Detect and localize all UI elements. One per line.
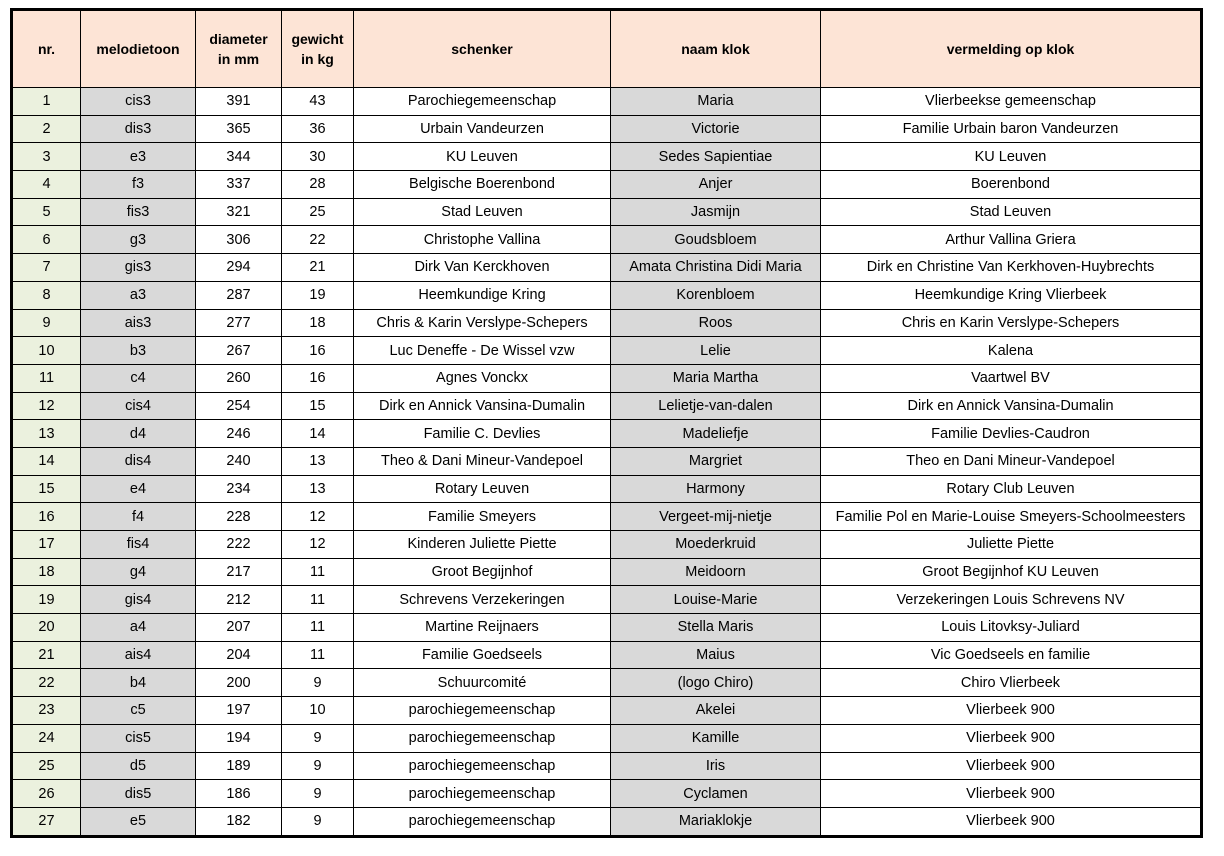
cell-nr: 5 — [12, 198, 81, 226]
cell-gewicht: 18 — [282, 309, 354, 337]
cell-diameter: 197 — [196, 697, 282, 725]
cell-diameter: 204 — [196, 641, 282, 669]
cell-schenker: Kinderen Juliette Piette — [354, 531, 611, 559]
cell-schenker: Familie C. Devlies — [354, 420, 611, 448]
cell-naam-klok: Moederkruid — [611, 531, 821, 559]
cell-vermelding: Dirk en Christine Van Kerkhoven-Huybrechts — [821, 254, 1202, 282]
cell-vermelding: Vlierbeekse gemeenschap — [821, 88, 1202, 116]
cell-nr: 27 — [12, 807, 81, 836]
cell-melodietoon: cis5 — [81, 724, 196, 752]
cell-nr: 23 — [12, 697, 81, 725]
cell-vermelding: Vlierbeek 900 — [821, 780, 1202, 808]
cell-naam-klok: Korenbloem — [611, 281, 821, 309]
table-row — [12, 475, 1202, 503]
cell-vermelding: Vaartwel BV — [821, 364, 1202, 392]
cell-vermelding: Familie Urbain baron Vandeurzen — [821, 115, 1202, 143]
table-row — [12, 198, 1202, 226]
cell-schenker: parochiegemeenschap — [354, 807, 611, 836]
cell-melodietoon: fis3 — [81, 198, 196, 226]
cell-vermelding: Juliette Piette — [821, 531, 1202, 559]
cell-vermelding: Heemkundige Kring Vlierbeek — [821, 281, 1202, 309]
cell-schenker: Dirk Van Kerckhoven — [354, 254, 611, 282]
cell-vermelding: Verzekeringen Louis Schrevens NV — [821, 586, 1202, 614]
table-row — [12, 337, 1202, 365]
cell-diameter: 306 — [196, 226, 282, 254]
cell-diameter: 337 — [196, 171, 282, 199]
cell-naam-klok: Margriet — [611, 447, 821, 475]
cell-diameter: 254 — [196, 392, 282, 420]
header-diameter-line1: diameter — [209, 31, 268, 47]
cell-naam-klok: (logo Chiro) — [611, 669, 821, 697]
table-row — [12, 420, 1202, 448]
cell-gewicht: 19 — [282, 281, 354, 309]
cell-diameter: 194 — [196, 724, 282, 752]
cell-vermelding: Arthur Vallina Griera — [821, 226, 1202, 254]
cell-vermelding: Vlierbeek 900 — [821, 807, 1202, 836]
table-row — [12, 254, 1202, 282]
cell-vermelding: Kalena — [821, 337, 1202, 365]
cell-diameter: 287 — [196, 281, 282, 309]
cell-diameter: 277 — [196, 309, 282, 337]
table-row — [12, 309, 1202, 337]
cell-vermelding: Chiro Vlierbeek — [821, 669, 1202, 697]
cell-vermelding: Vlierbeek 900 — [821, 697, 1202, 725]
cell-naam-klok: Iris — [611, 752, 821, 780]
cell-nr: 7 — [12, 254, 81, 282]
cell-gewicht: 28 — [282, 171, 354, 199]
cell-naam-klok: Amata Christina Didi Maria — [611, 254, 821, 282]
cell-schenker: Heemkundige Kring — [354, 281, 611, 309]
table-row — [12, 724, 1202, 752]
header-gewicht — [282, 10, 354, 88]
cell-nr: 19 — [12, 586, 81, 614]
cell-gewicht: 11 — [282, 586, 354, 614]
cell-schenker: Martine Reijnaers — [354, 614, 611, 642]
cell-naam-klok: Lelie — [611, 337, 821, 365]
cell-gewicht: 10 — [282, 697, 354, 725]
bells-table — [10, 8, 1203, 838]
cell-melodietoon: g4 — [81, 558, 196, 586]
cell-nr: 24 — [12, 724, 81, 752]
cell-schenker: KU Leuven — [354, 143, 611, 171]
cell-schenker: Belgische Boerenbond — [354, 171, 611, 199]
cell-nr: 4 — [12, 171, 81, 199]
cell-nr: 8 — [12, 281, 81, 309]
cell-naam-klok: Maria Martha — [611, 364, 821, 392]
cell-nr: 3 — [12, 143, 81, 171]
cell-vermelding: Boerenbond — [821, 171, 1202, 199]
cell-gewicht: 16 — [282, 337, 354, 365]
cell-vermelding: Groot Begijnhof KU Leuven — [821, 558, 1202, 586]
cell-melodietoon: c4 — [81, 364, 196, 392]
header-nr: nr. — [12, 10, 81, 88]
cell-diameter: 222 — [196, 531, 282, 559]
cell-melodietoon: cis3 — [81, 88, 196, 116]
cell-schenker: parochiegemeenschap — [354, 724, 611, 752]
table-row — [12, 281, 1202, 309]
header-row — [12, 10, 1202, 88]
cell-gewicht: 9 — [282, 669, 354, 697]
cell-naam-klok: Goudsbloem — [611, 226, 821, 254]
cell-naam-klok: Madeliefje — [611, 420, 821, 448]
header-gewicht-line1: gewicht — [291, 31, 344, 47]
header-vermelding: vermelding op klok — [821, 10, 1202, 88]
cell-schenker: parochiegemeenschap — [354, 780, 611, 808]
bells-table-container — [10, 8, 1200, 838]
cell-diameter: 189 — [196, 752, 282, 780]
cell-melodietoon: gis3 — [81, 254, 196, 282]
table-row — [12, 807, 1202, 836]
cell-diameter: 186 — [196, 780, 282, 808]
cell-nr: 1 — [12, 88, 81, 116]
cell-diameter: 182 — [196, 807, 282, 836]
table-row — [12, 143, 1202, 171]
cell-gewicht: 14 — [282, 420, 354, 448]
cell-naam-klok: Akelei — [611, 697, 821, 725]
table-row — [12, 392, 1202, 420]
cell-diameter: 212 — [196, 586, 282, 614]
cell-melodietoon: d5 — [81, 752, 196, 780]
cell-melodietoon: dis4 — [81, 447, 196, 475]
cell-gewicht: 9 — [282, 780, 354, 808]
cell-gewicht: 13 — [282, 475, 354, 503]
cell-diameter: 365 — [196, 115, 282, 143]
cell-gewicht: 16 — [282, 364, 354, 392]
table-body — [12, 88, 1202, 837]
table-row — [12, 752, 1202, 780]
cell-diameter: 207 — [196, 614, 282, 642]
cell-schenker: Groot Begijnhof — [354, 558, 611, 586]
cell-gewicht: 11 — [282, 614, 354, 642]
cell-naam-klok: Victorie — [611, 115, 821, 143]
cell-melodietoon: dis3 — [81, 115, 196, 143]
table-row — [12, 503, 1202, 531]
cell-nr: 2 — [12, 115, 81, 143]
cell-nr: 16 — [12, 503, 81, 531]
cell-melodietoon: a3 — [81, 281, 196, 309]
cell-nr: 14 — [12, 447, 81, 475]
cell-melodietoon: d4 — [81, 420, 196, 448]
cell-naam-klok: Vergeet-mij-nietje — [611, 503, 821, 531]
cell-diameter: 267 — [196, 337, 282, 365]
header-melodietoon: melodietoon — [81, 10, 196, 88]
table-row — [12, 115, 1202, 143]
cell-melodietoon: gis4 — [81, 586, 196, 614]
cell-schenker: Chris & Karin Verslype-Schepers — [354, 309, 611, 337]
cell-vermelding: KU Leuven — [821, 143, 1202, 171]
cell-schenker: Familie Goedseels — [354, 641, 611, 669]
cell-diameter: 200 — [196, 669, 282, 697]
cell-diameter: 321 — [196, 198, 282, 226]
cell-vermelding: Dirk en Annick Vansina-Dumalin — [821, 392, 1202, 420]
cell-naam-klok: Kamille — [611, 724, 821, 752]
cell-schenker: Stad Leuven — [354, 198, 611, 226]
cell-melodietoon: f3 — [81, 171, 196, 199]
cell-schenker: Luc Deneffe - De Wissel vzw — [354, 337, 611, 365]
cell-gewicht: 15 — [282, 392, 354, 420]
cell-nr: 13 — [12, 420, 81, 448]
cell-melodietoon: b3 — [81, 337, 196, 365]
table-row — [12, 641, 1202, 669]
table-row — [12, 88, 1202, 116]
cell-naam-klok: Anjer — [611, 171, 821, 199]
table-row — [12, 226, 1202, 254]
cell-melodietoon: fis4 — [81, 531, 196, 559]
table-row — [12, 614, 1202, 642]
cell-melodietoon: b4 — [81, 669, 196, 697]
cell-vermelding: Louis Litovksy-Juliard — [821, 614, 1202, 642]
cell-vermelding: Theo en Dani Mineur-Vandepoel — [821, 447, 1202, 475]
cell-melodietoon: ais3 — [81, 309, 196, 337]
cell-schenker: Familie Smeyers — [354, 503, 611, 531]
header-naam-klok: naam klok — [611, 10, 821, 88]
cell-naam-klok: Maius — [611, 641, 821, 669]
cell-nr: 21 — [12, 641, 81, 669]
cell-gewicht: 43 — [282, 88, 354, 116]
table-row — [12, 586, 1202, 614]
cell-melodietoon: g3 — [81, 226, 196, 254]
cell-naam-klok: Lelietje-van-dalen — [611, 392, 821, 420]
cell-nr: 6 — [12, 226, 81, 254]
cell-nr: 12 — [12, 392, 81, 420]
cell-nr: 15 — [12, 475, 81, 503]
cell-gewicht: 11 — [282, 558, 354, 586]
cell-diameter: 246 — [196, 420, 282, 448]
cell-diameter: 228 — [196, 503, 282, 531]
cell-melodietoon: f4 — [81, 503, 196, 531]
cell-diameter: 260 — [196, 364, 282, 392]
cell-vermelding: Familie Devlies-Caudron — [821, 420, 1202, 448]
cell-gewicht: 21 — [282, 254, 354, 282]
cell-diameter: 240 — [196, 447, 282, 475]
cell-nr: 25 — [12, 752, 81, 780]
cell-vermelding: Familie Pol en Marie-Louise Smeyers-Schoolmeesters — [821, 503, 1202, 531]
cell-vermelding: Chris en Karin Verslype-Schepers — [821, 309, 1202, 337]
cell-schenker: parochiegemeenschap — [354, 697, 611, 725]
cell-naam-klok: Maria — [611, 88, 821, 116]
cell-naam-klok: Sedes Sapientiae — [611, 143, 821, 171]
table-row — [12, 531, 1202, 559]
cell-schenker: Schrevens Verzekeringen — [354, 586, 611, 614]
table-row — [12, 780, 1202, 808]
cell-melodietoon: a4 — [81, 614, 196, 642]
cell-naam-klok: Mariaklokje — [611, 807, 821, 836]
cell-gewicht: 13 — [282, 447, 354, 475]
cell-vermelding: Rotary Club Leuven — [821, 475, 1202, 503]
cell-nr: 20 — [12, 614, 81, 642]
header-diameter-line2: in mm — [217, 51, 260, 67]
table-row — [12, 447, 1202, 475]
cell-melodietoon: e3 — [81, 143, 196, 171]
cell-naam-klok: Jasmijn — [611, 198, 821, 226]
cell-gewicht: 36 — [282, 115, 354, 143]
cell-diameter: 391 — [196, 88, 282, 116]
cell-nr: 9 — [12, 309, 81, 337]
cell-nr: 11 — [12, 364, 81, 392]
cell-gewicht: 9 — [282, 807, 354, 836]
cell-melodietoon: dis5 — [81, 780, 196, 808]
cell-nr: 26 — [12, 780, 81, 808]
cell-schenker: Parochiegemeenschap — [354, 88, 611, 116]
cell-melodietoon: cis4 — [81, 392, 196, 420]
cell-gewicht: 12 — [282, 531, 354, 559]
cell-diameter: 217 — [196, 558, 282, 586]
cell-nr: 17 — [12, 531, 81, 559]
cell-schenker: Schuurcomité — [354, 669, 611, 697]
cell-schenker: parochiegemeenschap — [354, 752, 611, 780]
cell-schenker: Rotary Leuven — [354, 475, 611, 503]
cell-vermelding: Vlierbeek 900 — [821, 724, 1202, 752]
cell-schenker: Dirk en Annick Vansina-Dumalin — [354, 392, 611, 420]
table-row — [12, 669, 1202, 697]
table-row — [12, 171, 1202, 199]
cell-diameter: 294 — [196, 254, 282, 282]
cell-diameter: 234 — [196, 475, 282, 503]
cell-melodietoon: e5 — [81, 807, 196, 836]
cell-melodietoon: c5 — [81, 697, 196, 725]
table-row — [12, 697, 1202, 725]
table-row — [12, 364, 1202, 392]
cell-naam-klok: Stella Maris — [611, 614, 821, 642]
cell-vermelding: Vlierbeek 900 — [821, 752, 1202, 780]
cell-gewicht: 9 — [282, 752, 354, 780]
cell-gewicht: 11 — [282, 641, 354, 669]
cell-gewicht: 12 — [282, 503, 354, 531]
header-gewicht-line2: in kg — [301, 51, 334, 67]
cell-schenker: Theo & Dani Mineur-Vandepoel — [354, 447, 611, 475]
cell-naam-klok: Meidoorn — [611, 558, 821, 586]
cell-nr: 18 — [12, 558, 81, 586]
cell-gewicht: 25 — [282, 198, 354, 226]
cell-melodietoon: ais4 — [81, 641, 196, 669]
cell-vermelding: Stad Leuven — [821, 198, 1202, 226]
cell-nr: 10 — [12, 337, 81, 365]
cell-schenker: Urbain Vandeurzen — [354, 115, 611, 143]
header-diameter — [196, 10, 282, 88]
cell-naam-klok: Louise-Marie — [611, 586, 821, 614]
cell-gewicht: 30 — [282, 143, 354, 171]
cell-vermelding: Vic Goedseels en familie — [821, 641, 1202, 669]
cell-nr: 22 — [12, 669, 81, 697]
table-row — [12, 558, 1202, 586]
cell-naam-klok: Roos — [611, 309, 821, 337]
cell-gewicht: 9 — [282, 724, 354, 752]
cell-naam-klok: Harmony — [611, 475, 821, 503]
header-schenker: schenker — [354, 10, 611, 88]
cell-diameter: 344 — [196, 143, 282, 171]
cell-schenker: Agnes Vonckx — [354, 364, 611, 392]
cell-naam-klok: Cyclamen — [611, 780, 821, 808]
cell-gewicht: 22 — [282, 226, 354, 254]
cell-schenker: Christophe Vallina — [354, 226, 611, 254]
cell-melodietoon: e4 — [81, 475, 196, 503]
